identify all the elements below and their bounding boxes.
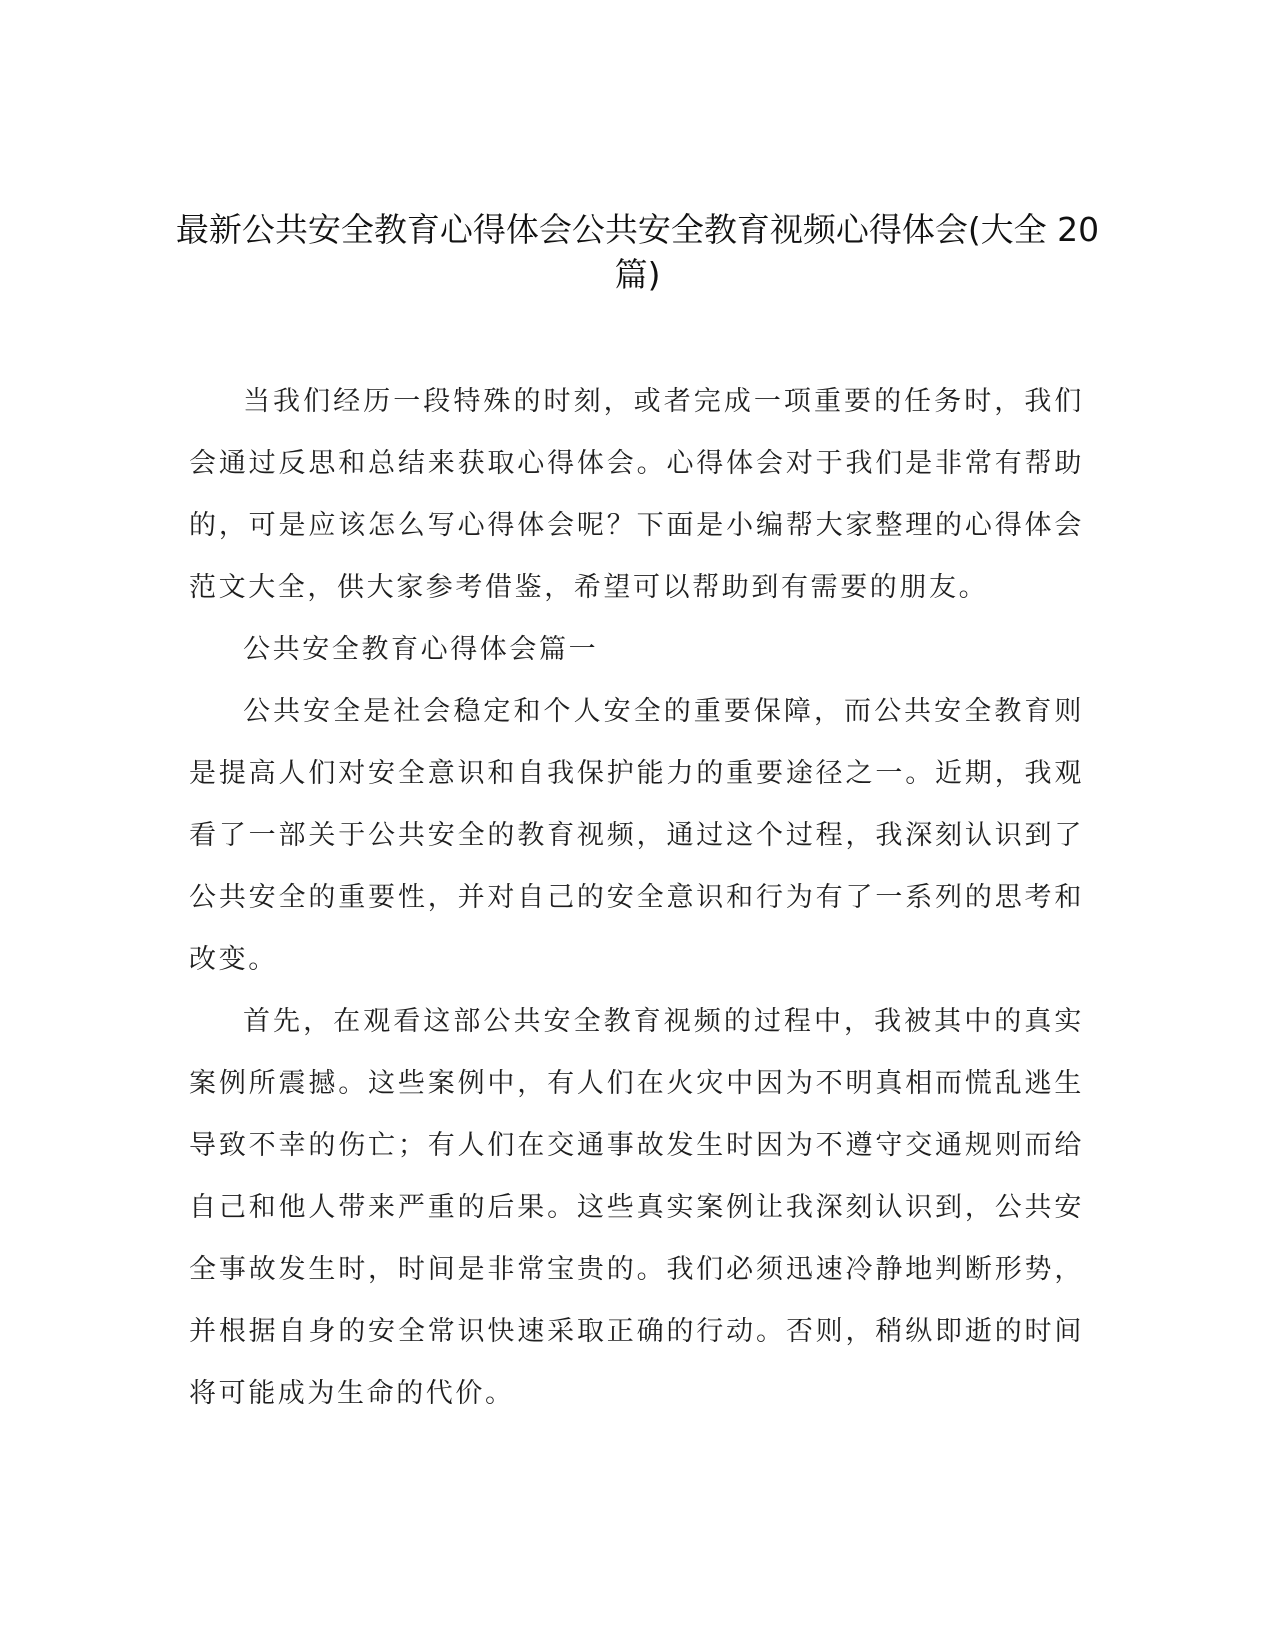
intro-paragraph: 当我们经历一段特殊的时刻，或者完成一项重要的任务时，我们会通过反思和总结来获取心得体会。心得体会对于我们是非常有帮助的，可是应该怎么写心得体会呢？下面是小编帮大家整理的心得体会范文大全，供大家参考借鉴，希望可以帮助到有需要的朋友。 [189,386,1084,603]
body-paragraph-1: 公共安全是社会稳定和个人安全的重要保障，而公共安全教育则是提高人们对安全意识和自我保护能力的重要途径之一。近期，我观看了一部关于公共安全的教育视频，通过这个过程，我深刻认识到了公共安全的重要性，并对自己的安全意识和行为有了一系列的思考和改变。 [189,696,1084,975]
document-title: 最新公共安全教育心得体会公共安全教育视频心得体会(大全 20 篇) [175,210,1100,294]
section-heading: 公共安全教育心得体会篇一 [243,634,599,665]
body-paragraph-2: 首先，在观看这部公共安全教育视频的过程中，我被其中的真实案例所震撼。这些案例中，有人们在火灾中因为不明真相而慌乱逃生导致不幸的伤亡；有人们在交通事故发生时因为不遵守交通规则而给自己和他人带来严重的后果。这些真实案例让我深刻认识到，公共安全事故发生时，时间是非常宝贵的。我们必须迅速冷静地判断形势，并根据自身的安全常识快速采取正确的行动。否则，稍纵即逝的时间将可能成为生命的代价。 [189,1006,1084,1409]
document-body [189,371,1084,1425]
